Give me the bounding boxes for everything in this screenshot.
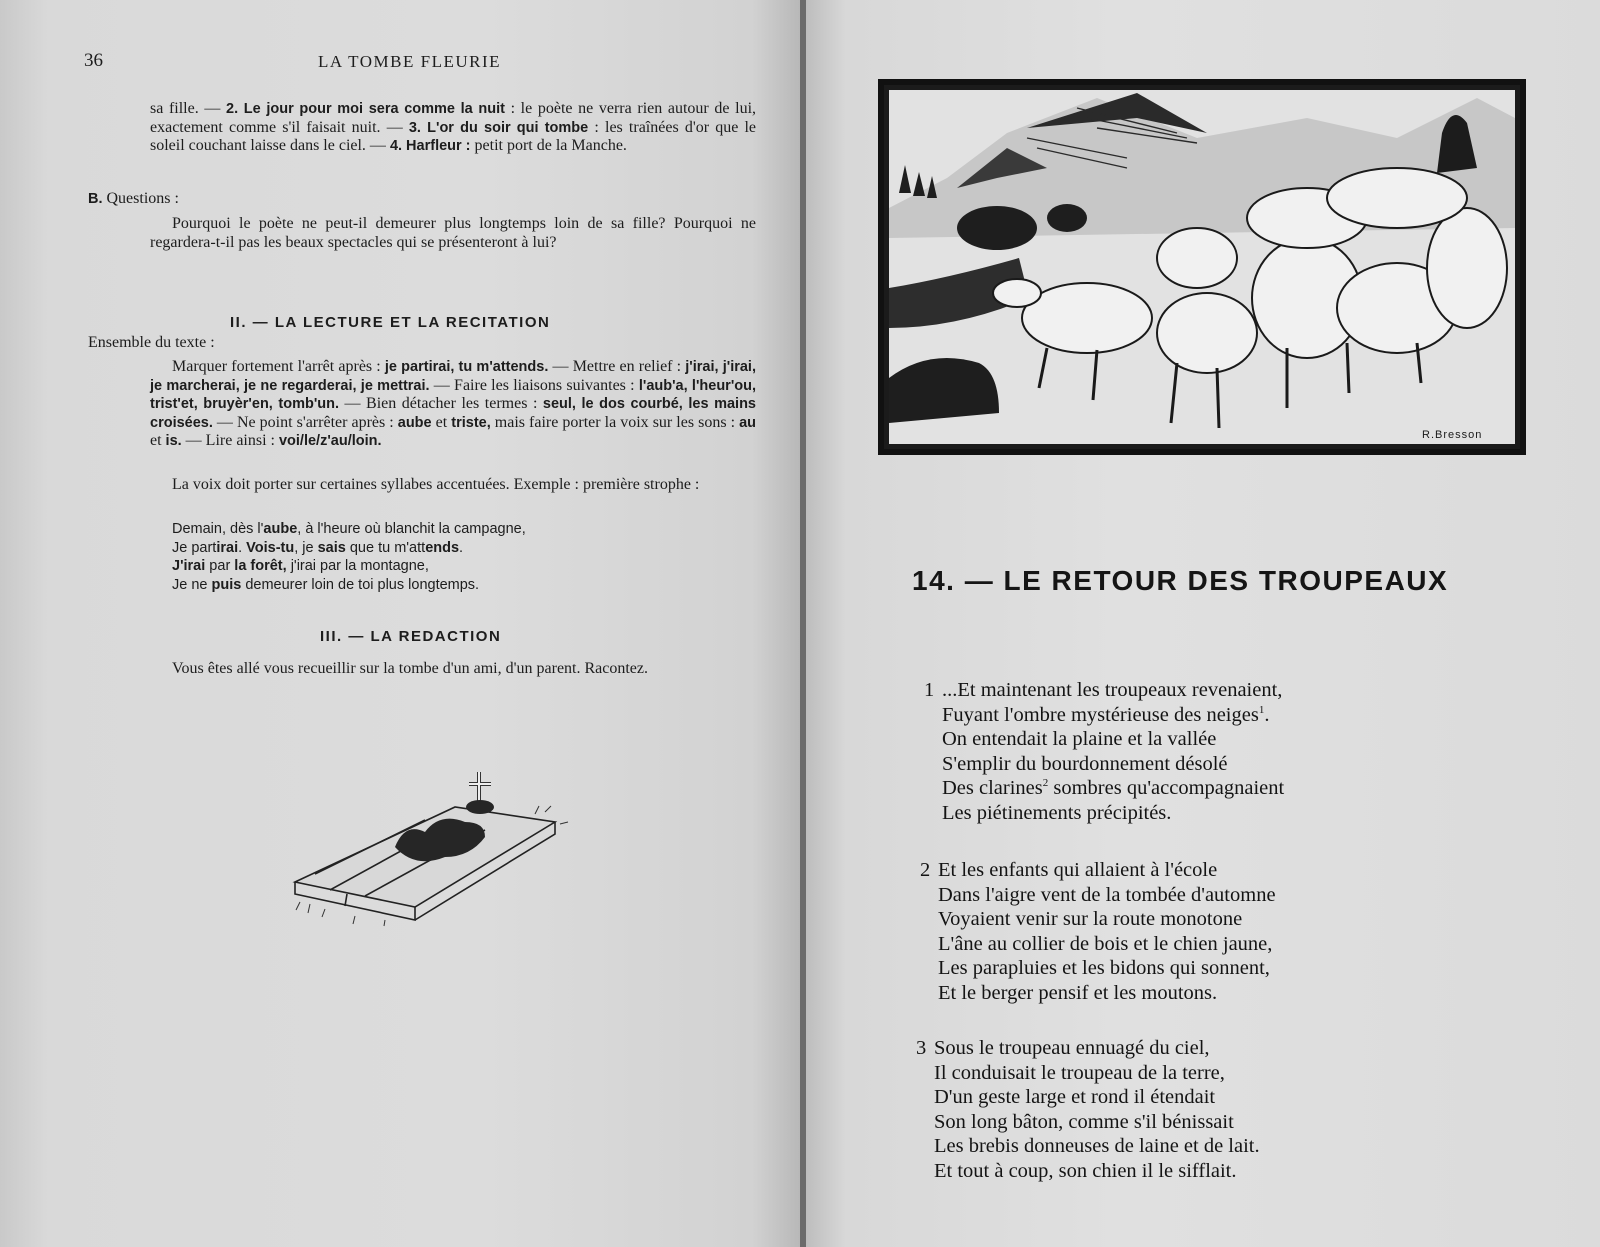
stanza-2 xyxy=(920,858,1276,1005)
poem-line: Les brebis donneuses de laine et de lait. xyxy=(934,1135,1260,1157)
stanza-number: 3 xyxy=(916,1037,927,1059)
poem-line: Et tout à coup, son chien il le sifflait. xyxy=(934,1159,1237,1182)
stanza-number: 1 xyxy=(924,679,935,701)
stanza-3 xyxy=(916,1036,1260,1183)
example-line-1: Demain, dès l'aube, à l'heure où blanchit la campagne, xyxy=(172,521,526,537)
poem-line: Les parapluies et les bidons qui sonnent, xyxy=(938,957,1270,979)
poem-line: S'emplir du bourdonnement désolé xyxy=(942,752,1228,775)
example-line-4: Je ne puis demeurer loin de toi plus longtemps. xyxy=(172,576,480,593)
example-stanza xyxy=(172,520,526,594)
poem-line: Son long bâton, comme s'il bénissait xyxy=(934,1110,1234,1133)
questions-text: Pourquoi le poète ne peut-il demeurer plus longtemps loin de sa fille? Pourquoi ne regardera-t-il pas les beaux spectacles qui se présenteront à lui? xyxy=(150,215,756,251)
poem-line: Des clarines$^2$ sombres qu'accompagnaient xyxy=(942,777,1285,799)
sheep-herd-illustration xyxy=(877,78,1527,463)
section-heading-redaction: III. — LA REDACTION xyxy=(320,628,502,645)
reading-instructions: Marquer fortement l'arrêt après : je partirai, tu m'attends. — Mettre en relief : j'irai, j'irai, je marcherai, je ne regarderai, je mettrai. — Faire les liaisons suivantes : l'aub'a, l'heur'ou, trist'et, bruyèr'en, tomb'un. — Bien détacher les termes : seul, le dos courbé, les mains croisées. — Ne point s'arrêter après : aube et triste, mais faire porter la voix sur les sons : au et is. — Lire ainsi : voi/le/z'au/loin. xyxy=(150,358,757,449)
poem-line: On entendait la plaine et la vallée xyxy=(942,728,1217,750)
poem-line: Fuyant l'ombre mystérieuse des neiges$^1$. xyxy=(942,703,1270,726)
accent-paragraph: La voix doit porter sur certaines syllabes accentuées. Exemple : première strophe : xyxy=(172,476,700,493)
poem-title: 14. — LE RETOUR DES TROUPEAUX xyxy=(912,565,1449,596)
redaction-text: Vous êtes allé vous recueillir sur la tombe d'un ami, d'un parent. Racontez. xyxy=(172,660,649,677)
poem-line: L'âne au collier de bois et le chien jaune, xyxy=(938,932,1273,955)
poem-line: Et le berger pensif et les moutons. xyxy=(938,981,1218,1004)
poem-line: ...Et maintenant les troupeaux revenaient, xyxy=(942,679,1283,701)
poem-line: Voyaient venir sur la route monotone xyxy=(938,908,1243,930)
poem-line: Il conduisait le troupeau de la terre, xyxy=(934,1061,1225,1084)
example-line-2: Je partirai. Vois-tu, je sais que tu m'attends. xyxy=(172,539,464,556)
example-line-3: J'irai par la forêt, j'irai par la montagne, xyxy=(172,558,429,574)
page-number: 36 xyxy=(84,50,103,71)
questions-label: B. Questions : xyxy=(88,190,179,207)
illustration-signature: R.Bresson xyxy=(1422,429,1483,441)
section-heading-lecture: II. — LA LECTURE ET LA RECITATION xyxy=(230,314,551,331)
poem-line: Et les enfants qui allaient à l'école xyxy=(938,859,1218,881)
grave-illustration xyxy=(285,752,575,932)
section-subheading: Ensemble du texte : xyxy=(88,334,215,351)
poem-line: Sous le troupeau ennuagé du ciel, xyxy=(934,1037,1210,1059)
poem-line: Les piétinements précipités. xyxy=(942,801,1172,824)
running-head: LA TOMBE FLEURIE xyxy=(318,52,501,71)
stanza-1 xyxy=(924,678,1285,825)
poem-line: D'un geste large et rond il étendait xyxy=(934,1086,1216,1108)
vocabulary-notes: sa fille. — 2. Le jour pour moi sera comme la nuit : le poète ne verra rien autour de lui, exactement comme s'il faisait nuit. — 3. L'or du soir qui tombe : les traînées d'or que le soleil couchant laisse dans le ciel. — 4. Harfleur : petit port de la Manche. xyxy=(150,100,757,154)
poem-line: Dans l'aigre vent de la tombée d'automne xyxy=(938,883,1276,906)
stanza-number: 2 xyxy=(920,859,931,881)
